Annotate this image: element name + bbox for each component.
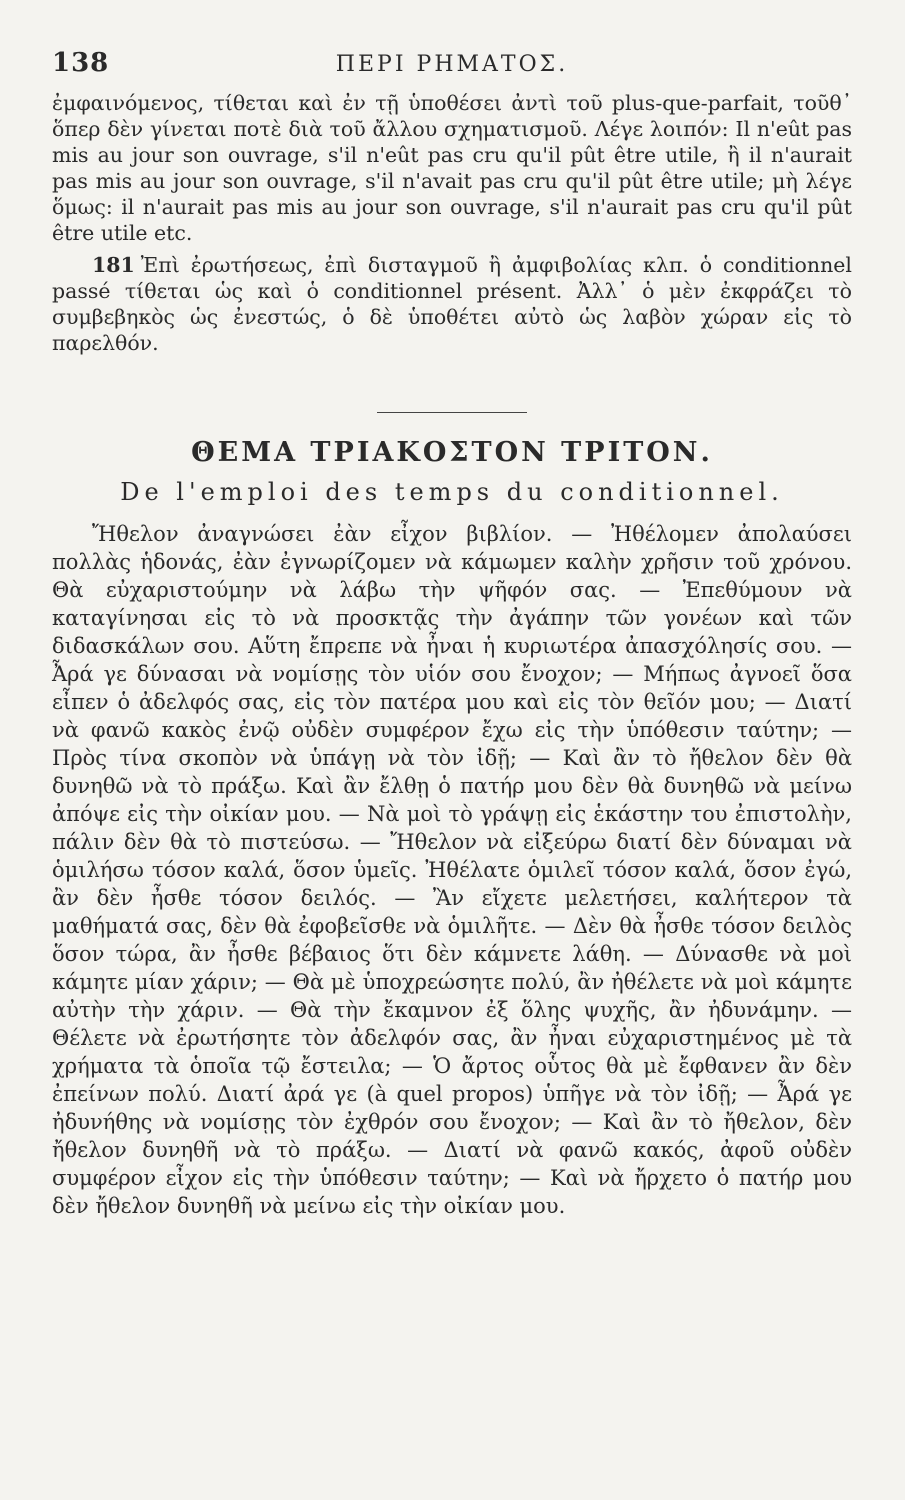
paragraph-181: [52, 252, 852, 356]
paragraph-number: 181: [92, 253, 135, 277]
paragraph-181-text: Ἐπὶ ἐρωτήσεως, ἐπὶ δισταγμοῦ ἢ ἀμφιβολίας κλπ. ὁ conditionnel passé τίθεται ὡς καὶ ὁ conditionnel présent. Ἀλλ᾽ ὁ μὲν ἐκφράζει τὸ συμβεβηκὸς ὡς ἐνεστώς, ὁ δὲ ὑποθέτει αὐτὸ ὡς λαβὸν χώραν εἰς τὸ παρελθόν.: [52, 253, 852, 355]
running-head: ΠΕΡΙ ΡΗΜΑΤΟΣ.: [335, 52, 569, 77]
page-number: 138: [52, 48, 110, 78]
section-title: ΘΕΜΑ ΤΡΙΑΚΟΣΤΟΝ ΤΡΙΤΟΝ.: [191, 437, 713, 468]
section-subtitle: De l'emploi des temps du conditionnel.: [120, 478, 784, 506]
paragraph-continued: ἐμφαινόμενος, τίθεται καὶ ἐν τῇ ὑποθέσει ἀντὶ τοῦ plus-que-parfait, τοῦθ᾽ ὅπερ δὲν γίνεται ποτὲ διὰ τοῦ ἄλλου σχηματισμοῦ. Λέγε λοιπόν: Il n'eût pas mis au jour son ouvrage, s'il n'eût pas cru qu'il pût être utile, ἢ il n'aurait pas mis au jour son ouvrage, s'il n'avait pas cru qu'il pût être utile; μὴ λέγε ὅμως: il n'aurait pas mis au jour son ouvrage, s'il n'aurait pas cru qu'il pût être utile etc.: [52, 91, 852, 245]
section-divider: [377, 412, 527, 413]
page-header: [52, 40, 852, 90]
exercise-text: Ἤθελον ἀναγνώσει ἐὰν εἶχον βιβλίον. — Ἠθέλομεν ἀπολαύσει πολλὰς ἡδονάς, ἐὰν ἐγνωρίζομεν νὰ κάμωμεν καλὴν χρῆσιν τοῦ χρόνου. Θὰ εὐχαριστούμην νὰ λάβω τὴν ψῆφόν σας. — Ἐπεθύμουν νὰ καταγίνησαι εἰς τὸ νὰ προσκτᾷς τὴν ἀγάπην τῶν γονέων καὶ τῶν διδασκάλων σου. Αὕτη ἔπρεπε νὰ ἦναι ἡ κυριωτέρα ἀπασχόλησίς σου. — Ἆρά γε δύνασαι νὰ νομίσῃς τὸν υἱόν σου ἔνοχον; — Μήπως ἀγνοεῖ ὅσα εἶπεν ὁ ἀδελφός σας, εἰς τὸν πατέρα μου καὶ εἰς τὸν θεῖόν μου; — Διατί νὰ φανῶ κακὸς ἐνῷ οὐδὲν συμφέρον ἔχω εἰς τὴν ὑπόθεσιν ταύτην; — Πρὸς τίνα σκοπὸν νὰ ὑπάγῃ νὰ τὸν ἰδῇ; — Καὶ ἂν τὸ ἤθελον δὲν θὰ δυνηθῶ νὰ τὸ πράξω. Καὶ ἂν ἔλθῃ ὁ πατήρ μου δὲν θὰ δυνηθῶ νὰ μείνω ἀπόψε εἰς τὴν οἰκίαν μου. — Νὰ μοὶ τὸ γράψῃ εἰς ἑκάστην του ἐπιστολὴν, πάλιν δὲν θὰ τὸ πιστεύσω. — Ἤθελον νὰ εἰξεύρω διατί δὲν δύναμαι νὰ ὁμιλήσω τόσον καλά, ὅσον ὑμεῖς. Ἠθέλατε ὁμιλεῖ τόσον καλά, ὅσον ἐγώ, ἂν δὲν ἦσθε τόσον δειλός. — Ἂν εἴχετε μελετήσει, καλήτερον τὰ μαθήματά σας, δὲν θὰ ἐφοβεῖσθε νὰ ὁμιλῆτε. — Δὲν θὰ ἦσθε τόσον δειλὸς ὅσον τώρα, ἂν ἦσθε βέβαιος ὅτι δὲν κάμνετε λάθη. — Δύνασθε νὰ μοὶ κάμητε μίαν χάριν; — Θὰ μὲ ὑποχρεώσητε πολύ, ἂν ἠθέλετε νὰ μοὶ κάμητε αὐτὴν τὴν χάριν. — Θὰ τὴν ἔκαμνον ἐξ ὅλης ψυχῆς, ἂν ἠδυνάμην. — Θέλετε νὰ ἐρωτήσητε τὸν ἀδελφόν σας, ἂν ἦναι εὐχαριστημένος μὲ τὰ χρήματα τὰ ὁποῖα τῷ ἔστειλα; — Ὁ ἄρτος οὗτος θὰ μὲ ἔφθανεν ἂν δὲν ἐπείνων πολύ. Διατί ἀρά γε (à quel propos) ὑπῆγε νὰ τὸν ἰδῇ; — Ἆρά γε ἠδυνήθης νὰ νομίσῃς τὸν ἐχθρόν σου ἔνοχον; — Καὶ ἂν τὸ ἤθελον, δὲν ἤθελον δυνηθῆ νὰ τὸ πράξω. — Διατί νὰ φανῶ κακός, ἀφοῦ οὐδὲν συμφέρον εἶχον εἰς τὴν ὑπόθεσιν ταύτην; — Καὶ νὰ ἤρχετο ὁ πατήρ μου δὲν ἤθελον δυνηθῆ νὰ μείνω εἰς τὴν οἰκίαν μου.: [52, 522, 852, 1218]
book-page: [52, 40, 852, 1460]
